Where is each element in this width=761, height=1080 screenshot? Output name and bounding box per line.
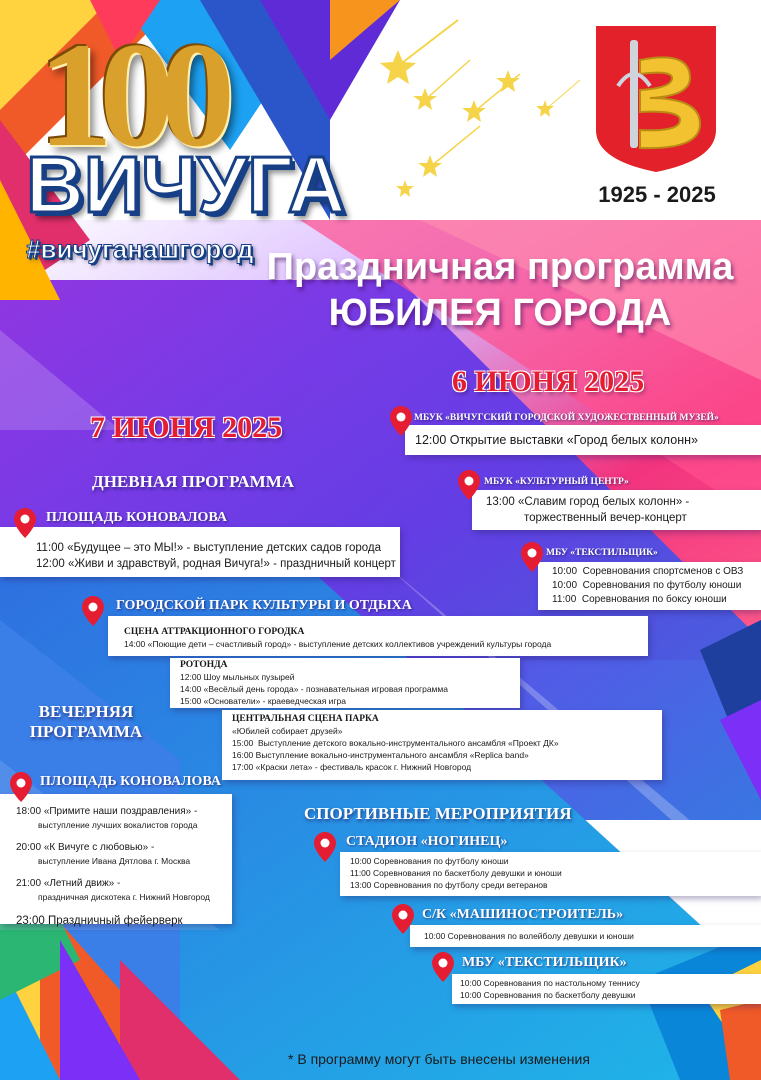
- item-time: 16:00: [232, 750, 254, 760]
- item-text: Соревнования по футболу среди ветеранов: [373, 880, 548, 890]
- machine-item: [424, 930, 634, 942]
- item-time: 21:00: [16, 878, 42, 889]
- item-text: «Славим город белых колонн» -: [517, 496, 690, 508]
- list-item: [180, 671, 448, 683]
- machine-title: С/К «МАШИНОСТРОИТЕЛЬ»: [422, 907, 624, 922]
- day-program-heading: ДНЕВНАЯ ПРОГРАММА: [92, 472, 295, 491]
- list-item: [36, 540, 396, 556]
- item-time: 13:00: [350, 880, 372, 890]
- location-pin-icon: [10, 772, 32, 802]
- item-text: Соревнования по настольному теннису: [483, 978, 640, 988]
- list-item: [552, 579, 743, 593]
- item-text: «Примите наши поздравления» -: [43, 806, 198, 817]
- item-time: 10:00: [552, 566, 578, 577]
- location-pin-icon: [390, 406, 412, 436]
- textile-sport-list: [460, 977, 640, 1001]
- item-text: «Живи и здравствуй, родная Вичуга!» - праздничный концерт: [67, 558, 396, 570]
- item-text: Открытие выставки «Город белых колонн»: [449, 433, 698, 447]
- list-item: [350, 867, 562, 879]
- years-range: 1925 - 2025: [598, 182, 716, 207]
- item-time: 10:00: [460, 978, 482, 988]
- june6-museum-title: МБУК «ВИЧУГСКИЙ ГОРОДСКОЙ ХУДОЖЕСТВЕННЫЙ МУЗЕЙ»: [414, 413, 719, 423]
- list-item: [460, 989, 640, 1001]
- location-pin-icon: [432, 952, 454, 982]
- item-text: Соревнования по футболу юноши: [373, 856, 509, 866]
- item-text: Соревнования по волейболу девушки и юноши: [447, 931, 634, 941]
- item-text: «К Вичуге с любовью» -: [43, 842, 155, 853]
- evening-heading-line2: ПРОГРАММА: [29, 722, 143, 741]
- city-name: ВИЧУГА: [26, 140, 346, 229]
- list-item-line2: выступление лучших вокалистов города: [38, 820, 198, 830]
- june6-date-heading: 6 ИЮНЯ 2025: [452, 365, 645, 398]
- item-time: 10:00: [424, 931, 446, 941]
- list-item: [552, 593, 743, 607]
- item-time: 14:00: [180, 684, 202, 694]
- list-item: [36, 556, 396, 572]
- item-time: 15:00: [180, 696, 202, 706]
- item-time: 11:00: [552, 594, 577, 605]
- location-pin-icon: [314, 832, 336, 862]
- item-text: Выступление вокально-инструментального ансамбля «Replica band»: [255, 750, 529, 760]
- list-item: [232, 737, 559, 749]
- item-text: «Поющие дети – счастливый город» - выступление детских коллективов учреждений культуры города: [147, 639, 552, 649]
- hashtag: #вичуганашгород: [26, 234, 254, 264]
- main-title: [250, 244, 750, 344]
- june6-culture-item: [486, 494, 689, 510]
- evening-heading-line1: ВЕЧЕРНЯЯ: [38, 702, 134, 721]
- item-text: Шоу мыльных пузырей: [203, 672, 295, 682]
- item-time: 11:00: [36, 542, 64, 554]
- item-text: «Краски лета» - фестиваль красок г. Нижний Новгород: [255, 762, 472, 772]
- item-time: 18:00: [16, 806, 42, 817]
- item-time: 10:00: [460, 990, 482, 1000]
- location-pin-icon: [82, 596, 104, 626]
- item-time: 11:00: [350, 868, 371, 878]
- square-list: [36, 540, 396, 572]
- location-pin-icon: [458, 470, 480, 500]
- june6-textile-list: [552, 565, 743, 607]
- list-item: [180, 683, 448, 695]
- central-stage-list: [232, 737, 559, 773]
- list-item: [460, 977, 640, 989]
- list-item: [350, 879, 562, 891]
- item-time: 10:00: [350, 856, 372, 866]
- stadium-list: [350, 855, 562, 891]
- list-item: [16, 877, 210, 891]
- item-time: 15:00: [232, 738, 254, 748]
- attraction-stage-item: [124, 638, 551, 650]
- june6-textile-title: МБУ «ТЕКСТИЛЬЩИК»: [546, 548, 658, 558]
- june6-culture-item-line2: торжественный вечер-концерт: [524, 512, 687, 524]
- list-item: [552, 565, 743, 579]
- item-text: Соревнования по баскетболу девушки и юноши: [373, 868, 562, 878]
- item-time: 12:00: [36, 558, 65, 570]
- item-time: 12:00: [180, 672, 202, 682]
- location-pin-icon: [521, 542, 543, 572]
- list-item: [16, 841, 210, 855]
- list-item: [232, 761, 559, 773]
- square-title: ПЛОЩАДЬ КОНОВАЛОВА: [46, 510, 228, 525]
- rotunda-list: [180, 671, 448, 707]
- central-stage-intro: «Юбилей собирает друзей»: [232, 726, 343, 736]
- june6-museum-item: [415, 432, 698, 449]
- item-text: Соревнования по баскетболу девушки: [483, 990, 636, 1000]
- location-pin-icon: [14, 508, 36, 538]
- item-text: Соревнования по футболу юноши: [582, 580, 742, 591]
- main-title-line1: Праздничная программа: [266, 246, 734, 288]
- city-coat-of-arms-icon: [596, 26, 716, 172]
- june6-culture-title: МБУК «КУЛЬТУРНЫЙ ЦЕНТР»: [484, 477, 629, 487]
- evening-square-list: [16, 805, 210, 929]
- item-time: 14:00: [124, 639, 146, 649]
- item-text: «Основатели» - краеведческая игра: [203, 696, 346, 706]
- textile-sport-title: МБУ «ТЕКСТИЛЬЩИК»: [462, 955, 627, 970]
- list-item-line2: выступление Ивана Дятлова г. Москва: [38, 856, 191, 866]
- list-item-line2: праздничная дискотека г. Нижний Новгород: [38, 892, 210, 902]
- sports-heading: СПОРТИВНЫЕ МЕРОПРИЯТИЯ: [304, 804, 572, 823]
- item-time: 10:00: [552, 580, 578, 591]
- rotunda-title: РОТОНДА: [180, 660, 228, 670]
- item-time: 17:00: [232, 762, 254, 772]
- list-item: [16, 805, 210, 819]
- anniversary-number: 100: [38, 12, 221, 178]
- list-item: [180, 695, 448, 707]
- item-text: «Весёлый день города» - познавательная игровая программа: [203, 684, 448, 694]
- stadium-title: СТАДИОН «НОГИНЕЦ»: [346, 834, 508, 849]
- item-time: 12:00: [415, 433, 447, 447]
- park-title: ГОРОДСКОЙ ПАРК КУЛЬТУРЫ И ОТДЫХА: [116, 598, 412, 613]
- item-text: Соревнования спортсменов с ОВЗ: [582, 566, 744, 577]
- item-time: 13:00: [486, 496, 515, 508]
- list-item: [232, 749, 559, 761]
- central-stage-title: ЦЕНТРАЛЬНАЯ СЦЕНА ПАРКА: [232, 714, 379, 724]
- item-text: Соревнования по боксу юноши: [581, 594, 727, 605]
- item-time: 20:00: [16, 842, 42, 853]
- evening-heading: [26, 702, 146, 742]
- footnote: * В программу могут быть внесены изменения: [288, 1051, 590, 1067]
- attraction-stage-title: СЦЕНА АТТРАКЦИОННОГО ГОРОДКА: [124, 627, 305, 637]
- evening-square-title: ПЛОЩАДЬ КОНОВАЛОВА: [40, 774, 222, 789]
- june7-date-heading: 7 ИЮНЯ 2025: [90, 411, 283, 444]
- list-item: [350, 855, 562, 867]
- location-pin-icon: [392, 904, 414, 934]
- item-text: «Летний движ» -: [43, 878, 121, 889]
- item-text: «Будущее – это МЫ!» - выступление детских садов города: [67, 542, 382, 554]
- list-item: [16, 913, 210, 929]
- item-text: Выступление детского вокально-инструментального ансамбля «Проект ДК»: [258, 738, 559, 748]
- main-title-line2: ЮБИЛЕЯ ГОРОДА: [328, 292, 672, 334]
- item-time: 23:00: [16, 915, 45, 927]
- item-text: Праздничный фейерверк: [47, 915, 183, 927]
